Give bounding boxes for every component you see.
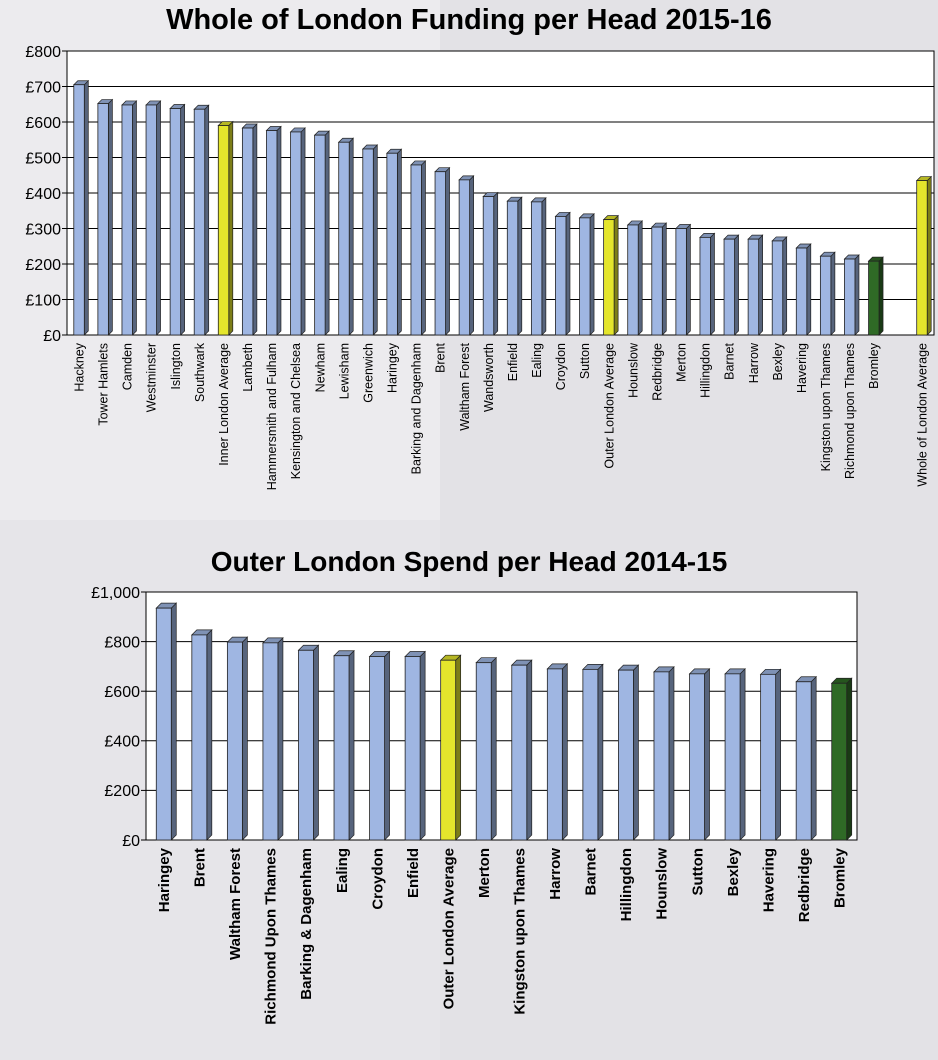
x-tick-label: Merton <box>674 343 689 382</box>
x-tick-label: Richmond upon Thames <box>843 343 858 479</box>
y-tick-label: £300 <box>25 221 61 239</box>
x-tick-label: Sutton <box>689 848 707 896</box>
x-tick-label: Enfield <box>404 848 422 899</box>
bar-front <box>334 656 349 840</box>
x-tick-label: Enfield <box>505 343 520 382</box>
bar-front <box>227 642 242 840</box>
x-tick-label: Waltham Forest <box>227 848 245 960</box>
bar-front <box>512 665 527 840</box>
bar-barnet <box>583 664 603 840</box>
x-tick-label: Barnet <box>582 848 600 896</box>
x-tick-label: Redbridge <box>650 343 665 401</box>
bar-brent <box>192 630 212 840</box>
bar-hounslow <box>654 667 674 840</box>
x-tick-label: Kingston upon Thames <box>511 848 529 1015</box>
bar-side <box>278 638 283 840</box>
x-tick-label: Ealing <box>333 848 351 894</box>
chart-1-title: Whole of London Funding per Head 2015-16 <box>166 4 772 36</box>
x-tick-label: Whole of London Average <box>915 342 930 487</box>
bar-bromley <box>832 678 852 840</box>
x-tick-label: Brent <box>433 343 448 373</box>
x-tick-label: Havering <box>794 343 809 394</box>
x-tick-label: Sutton <box>578 343 593 380</box>
x-tick-label: Lambeth <box>241 343 255 392</box>
x-tick-label: Westminster <box>144 343 159 413</box>
bar-barking-dagenham <box>298 645 318 840</box>
x-tick-label: Bromley <box>867 343 882 389</box>
x-tick-label: Harrow <box>547 848 565 900</box>
x-tick-label: Kensington and Chelsea <box>289 343 304 480</box>
bar-front <box>476 663 491 840</box>
bar-side <box>456 655 461 840</box>
bar-side <box>562 664 567 840</box>
x-tick-label: Haringey <box>156 848 174 913</box>
x-tick-label: Croydon <box>369 848 387 910</box>
bar-merton <box>476 658 496 840</box>
x-tick-label: Islington <box>168 343 183 390</box>
bar-waltham-forest <box>227 637 247 840</box>
x-tick-label: Harrow <box>746 343 761 384</box>
bar-side <box>491 658 496 840</box>
bar-front <box>832 683 847 840</box>
x-tick-label: Hillingdon <box>618 848 636 922</box>
y-tick-label: £600 <box>104 683 140 701</box>
bar-side <box>171 603 176 840</box>
x-tick-label: Redbridge <box>795 848 813 923</box>
x-tick-label: Barking & Dagenham <box>298 848 316 1000</box>
y-tick-label: £800 <box>104 634 140 652</box>
bar-hillingdon <box>618 665 638 840</box>
bar-side <box>420 651 425 840</box>
bar-front <box>690 674 705 840</box>
x-tick-label: Hillingdon <box>698 343 713 398</box>
y-tick-label: £400 <box>104 733 140 751</box>
bar-side <box>242 637 247 840</box>
y-tick-label: £200 <box>104 783 140 801</box>
x-tick-label: Newham <box>313 343 328 393</box>
bar-side <box>633 665 638 840</box>
x-tick-label: Barnet <box>722 343 737 380</box>
bar-side <box>349 651 354 840</box>
bar-front <box>725 674 740 840</box>
x-tick-label: Lewisham <box>337 343 352 400</box>
x-tick-label: Waltham Forest <box>457 343 472 431</box>
x-tick-label: Southwark <box>192 343 207 403</box>
x-tick-label: Kingston upon Thames <box>819 343 833 472</box>
bar-front <box>156 608 171 840</box>
bar-front <box>192 635 207 840</box>
bar-enfield <box>405 651 425 840</box>
bar-kingston-upon-thames <box>512 660 532 840</box>
y-tick-label: £0 <box>43 327 61 345</box>
bar-front <box>298 650 313 840</box>
x-tick-label: Hounslow <box>653 848 671 920</box>
x-tick-label: Barking and Dagenham <box>409 343 424 475</box>
x-tick-label: Richmond Upon Thames <box>262 848 280 1025</box>
bar-front <box>583 669 598 840</box>
y-tick-label: £200 <box>25 256 61 274</box>
bar-side <box>740 669 745 840</box>
bar-front <box>405 656 420 840</box>
bar-haringey <box>156 603 176 840</box>
bar-front <box>618 670 633 840</box>
x-tick-label: Havering <box>760 848 778 913</box>
x-tick-label: Bexley <box>724 848 742 897</box>
bar-redbridge <box>796 677 816 840</box>
bar-side <box>705 669 710 840</box>
x-tick-label: Hackney <box>72 343 87 392</box>
y-tick-label: £100 <box>25 292 61 310</box>
y-tick-label: £500 <box>25 150 61 168</box>
bar-side <box>847 678 852 840</box>
bar-side <box>385 651 390 840</box>
x-tick-label: Camden <box>120 343 135 391</box>
bar-side <box>811 677 816 840</box>
x-tick-label: Bexley <box>770 343 785 381</box>
x-tick-label: Merton <box>475 848 493 898</box>
bar-side <box>527 660 532 840</box>
x-tick-label: Greenwich <box>361 343 376 403</box>
x-tick-label: Outer London Average <box>602 343 617 469</box>
y-tick-label: £800 <box>25 43 61 61</box>
x-tick-label: Bromley <box>831 848 849 909</box>
bar-front <box>796 682 811 840</box>
x-tick-label: Tower Hamlets <box>96 343 111 426</box>
x-tick-label: Ealing <box>530 343 544 378</box>
bar-side <box>313 645 318 840</box>
bar-side <box>669 667 674 840</box>
y-tick-label: £600 <box>25 114 61 132</box>
y-tick-label: £0 <box>122 832 140 850</box>
x-tick-label: Brent <box>191 848 209 888</box>
bar-bexley <box>725 669 745 840</box>
bar-front <box>547 669 562 840</box>
bar-side <box>207 630 212 840</box>
x-tick-label: Hammersmith and Fulham <box>265 343 280 491</box>
bar-front <box>263 643 278 840</box>
bar-side <box>598 664 603 840</box>
bar-front <box>441 660 456 840</box>
bar-front <box>761 674 776 840</box>
y-tick-label: £1,000 <box>91 584 140 602</box>
bar-front <box>370 656 385 840</box>
chart-2-title: Outer London Spend per Head 2014-15 <box>210 546 728 577</box>
x-tick-label: Inner London Average <box>216 343 231 466</box>
bar-ealing <box>334 651 354 840</box>
chart-2-plot-area <box>146 592 857 840</box>
bar-harrow <box>547 664 567 840</box>
bar-sutton <box>690 669 710 840</box>
bar-croydon <box>370 651 390 840</box>
y-tick-label: £400 <box>25 185 61 203</box>
bar-side <box>776 669 781 840</box>
x-tick-label: Wandsworth <box>481 343 496 413</box>
y-tick-label: £700 <box>25 79 61 97</box>
x-tick-label: Hounslow <box>626 343 641 398</box>
bar-havering <box>761 669 781 840</box>
x-tick-label: Haringey <box>385 343 400 394</box>
bar-front <box>654 672 669 840</box>
bar-outer-london-average <box>441 655 461 840</box>
bar-richmond-upon-thames <box>263 638 283 840</box>
x-tick-label: Croydon <box>554 343 569 391</box>
x-tick-label: Outer London Average <box>440 848 458 1010</box>
